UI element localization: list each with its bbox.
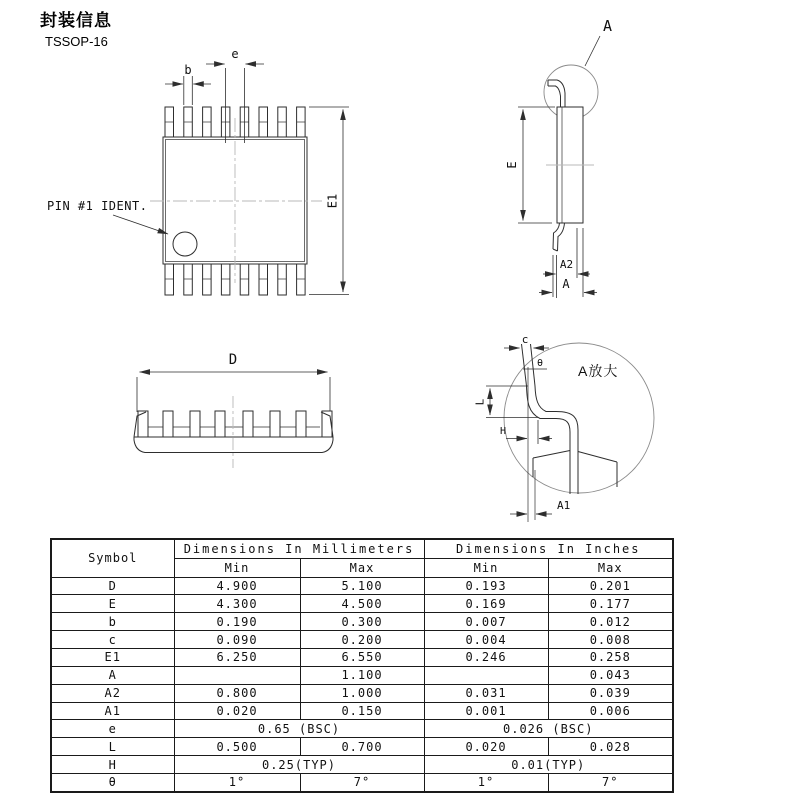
dim-theta bbox=[523, 358, 547, 369]
front-view bbox=[134, 352, 333, 468]
cell-mm-max: 7° bbox=[300, 773, 424, 792]
cell-mm-max: 0.200 bbox=[300, 631, 424, 649]
cell-mm-max: 1.000 bbox=[300, 684, 424, 702]
cell-mm-min: 6.250 bbox=[174, 648, 300, 666]
detail-view-title: A放大 bbox=[578, 363, 619, 379]
cell-mm-min bbox=[174, 666, 300, 684]
cell-symbol: b bbox=[51, 613, 174, 631]
dim-a1-label: A1 bbox=[557, 499, 571, 512]
cell-mm-max: 0.150 bbox=[300, 702, 424, 720]
cell-in-max: 7° bbox=[548, 773, 673, 792]
dim-b bbox=[165, 63, 211, 105]
dim-b-label: b bbox=[184, 63, 192, 77]
cell-symbol: θ bbox=[51, 773, 174, 792]
detail-ref-label: A bbox=[603, 17, 613, 35]
cell-mm-min: 4.300 bbox=[174, 595, 300, 613]
cell-in-span: 0.026 (BSC) bbox=[424, 720, 673, 738]
cell-mm-max: 4.500 bbox=[300, 595, 424, 613]
cell-mm-min: 0.800 bbox=[174, 684, 300, 702]
detail-body-corner bbox=[533, 451, 617, 488]
dim-a2-label: A2 bbox=[559, 258, 574, 271]
cell-mm-min: 0.090 bbox=[174, 631, 300, 649]
dim-h-label: H bbox=[499, 426, 507, 437]
cell-in-min: 0.020 bbox=[424, 738, 548, 756]
cell-symbol: H bbox=[51, 756, 174, 774]
dim-e1-label: E1 bbox=[325, 193, 340, 209]
cell-symbol: A2 bbox=[51, 684, 174, 702]
col-header-mm-min: Min bbox=[174, 558, 300, 577]
cell-symbol: E bbox=[51, 595, 174, 613]
cell-in-max: 0.028 bbox=[548, 738, 673, 756]
dim-a-label: A bbox=[562, 277, 570, 291]
cell-symbol: A bbox=[51, 666, 174, 684]
cell-symbol: L bbox=[51, 738, 174, 756]
package-name: TSSOP-16 bbox=[45, 34, 108, 49]
cell-in-min: 0.004 bbox=[424, 631, 548, 649]
detail-a-view bbox=[474, 333, 655, 522]
cell-mm-max: 0.700 bbox=[300, 738, 424, 756]
cell-in-max: 0.039 bbox=[548, 684, 673, 702]
cell-in-max: 0.177 bbox=[548, 595, 673, 613]
cell-mm-max: 5.100 bbox=[300, 577, 424, 595]
col-header-mm-max: Max bbox=[300, 558, 424, 577]
table-row bbox=[51, 666, 673, 684]
table-row bbox=[51, 577, 673, 595]
cell-mm-span: 0.25(TYP) bbox=[174, 756, 424, 774]
col-header-inches: Dimensions In Inches bbox=[424, 539, 673, 558]
cell-in-min: 0.169 bbox=[424, 595, 548, 613]
cell-symbol: D bbox=[51, 577, 174, 595]
cell-symbol: c bbox=[51, 631, 174, 649]
table-row bbox=[51, 613, 673, 631]
cell-symbol: E1 bbox=[51, 648, 174, 666]
cell-in-max: 0.258 bbox=[548, 648, 673, 666]
table-row bbox=[51, 720, 673, 738]
table-row bbox=[51, 738, 673, 756]
col-header-mm: Dimensions In Millimeters bbox=[174, 539, 424, 558]
dim-l-label: L bbox=[473, 398, 487, 406]
detail-lead bbox=[522, 344, 579, 494]
cell-in-min: 0.193 bbox=[424, 577, 548, 595]
page-title: 封装信息 bbox=[40, 11, 112, 30]
cell-in-max: 0.006 bbox=[548, 702, 673, 720]
cell-mm-min: 4.900 bbox=[174, 577, 300, 595]
cell-in-min bbox=[424, 666, 548, 684]
cell-in-min: 0.007 bbox=[424, 613, 548, 631]
dim-c bbox=[504, 333, 549, 348]
table-row bbox=[51, 702, 673, 720]
cell-in-max: 0.043 bbox=[548, 666, 673, 684]
table-row bbox=[51, 595, 673, 613]
cell-mm-span: 0.65 (BSC) bbox=[174, 720, 424, 738]
col-header-symbol: Symbol bbox=[51, 539, 174, 577]
dim-c-label: c bbox=[521, 333, 529, 346]
col-header-in-min: Min bbox=[424, 558, 548, 577]
cell-in-min: 0.001 bbox=[424, 702, 548, 720]
cell-in-min: 0.246 bbox=[424, 648, 548, 666]
dim-side-e-label: E bbox=[505, 161, 519, 169]
cell-in-span: 0.01(TYP) bbox=[424, 756, 673, 774]
table-row bbox=[51, 684, 673, 702]
cell-mm-max: 0.300 bbox=[300, 613, 424, 631]
cell-in-max: 0.008 bbox=[548, 631, 673, 649]
dim-theta-label: θ bbox=[536, 358, 544, 369]
cell-mm-max: 1.100 bbox=[300, 666, 424, 684]
table-row bbox=[51, 773, 673, 792]
cell-mm-max: 6.550 bbox=[300, 648, 424, 666]
dim-d bbox=[137, 352, 330, 412]
cell-in-max: 0.012 bbox=[548, 613, 673, 631]
cell-mm-min: 1° bbox=[174, 773, 300, 792]
col-header-in-max: Max bbox=[548, 558, 673, 577]
table-row bbox=[51, 756, 673, 774]
top-lead bbox=[548, 80, 565, 107]
pin1-dot bbox=[173, 232, 197, 256]
table-row bbox=[51, 648, 673, 666]
cell-in-min: 0.031 bbox=[424, 684, 548, 702]
cell-in-max: 0.201 bbox=[548, 577, 673, 595]
side-view bbox=[505, 17, 612, 298]
dim-a1 bbox=[510, 499, 570, 514]
cell-mm-min: 0.500 bbox=[174, 738, 300, 756]
cell-in-min: 1° bbox=[424, 773, 548, 792]
dim-d-label: D bbox=[228, 352, 238, 368]
bottom-lead bbox=[553, 223, 565, 251]
pin1-ident-label: PIN #1 IDENT. bbox=[47, 199, 148, 213]
table-row bbox=[51, 631, 673, 649]
cell-symbol: A1 bbox=[51, 702, 174, 720]
front-pins bbox=[138, 411, 332, 437]
cell-mm-min: 0.190 bbox=[174, 613, 300, 631]
cell-mm-min: 0.020 bbox=[174, 702, 300, 720]
top-view bbox=[47, 47, 349, 295]
dimensions-table bbox=[50, 538, 674, 793]
cell-symbol: e bbox=[51, 720, 174, 738]
dim-e-label: e bbox=[231, 47, 239, 61]
